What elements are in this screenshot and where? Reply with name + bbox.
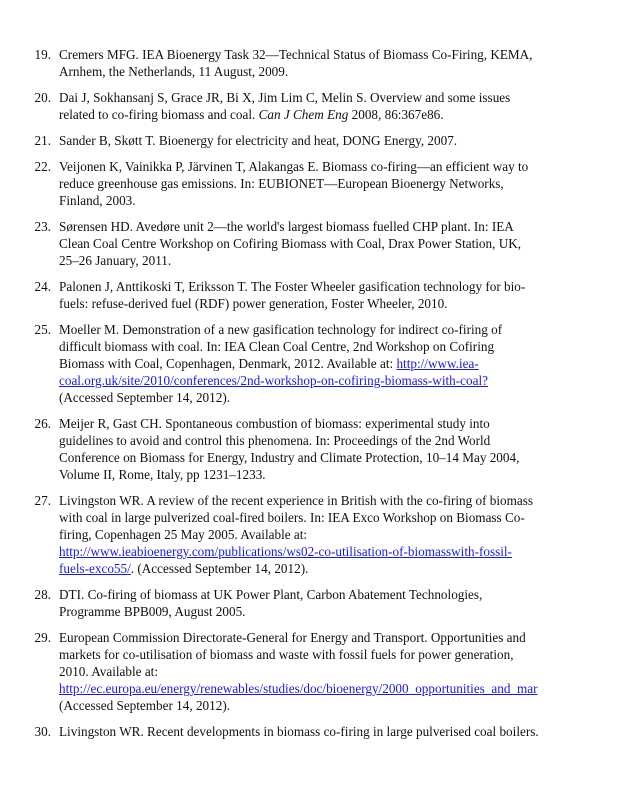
reference-accessed: . (Accessed September 14, 2012). (130, 561, 309, 576)
reference-accessed: (Accessed September 14, 2012). (59, 698, 231, 713)
reference-text: related to co-firing biomass and coal. (59, 107, 259, 122)
reference-text-line: Veijonen K, Vainikka P, Järvinen T, Alakangas E. Biomass co-firing—an efficient way to (59, 159, 529, 174)
reference-20 (0, 89, 617, 123)
reference-text-line: difficult biomass with coal. In: IEA Clean Coal Centre, 2nd Workshop on Cofiring (59, 339, 495, 354)
journal-title: Can J Chem Eng (258, 107, 349, 122)
reference-text-line (59, 106, 584, 123)
reference-text-line: Programme BPB009, August 2005. (59, 604, 246, 619)
reference-number: 27. (34, 493, 51, 508)
reference-number: 29. (34, 630, 51, 645)
reference-text-line: Dai J, Sokhansanj S, Grace JR, Bi X, Jim Lim C, Melin S. Overview and some issues (59, 90, 511, 105)
reference-text-line (59, 560, 584, 577)
reference-26 (0, 415, 617, 483)
reference-text-line: Palonen J, Anttikoski T, Eriksson T. The Foster Wheeler gasification technology for bio- (59, 279, 526, 294)
reference-link[interactable]: http://ec.europa.eu/energy/renewables/studies/doc/bioenergy/2000_opportunities_and_mar (59, 681, 538, 696)
reference-number: 21. (34, 133, 51, 148)
reference-number: 28. (34, 587, 51, 602)
reference-text-line: Livingston WR. A review of the recent experience in British with the co-firing of biomass (59, 493, 534, 508)
reference-text-line: Sørensen HD. Avedøre unit 2—the world's largest biomass fuelled CHP plant. In: IEA (59, 219, 514, 234)
reference-text: 2008, 86:367e86. (348, 107, 444, 122)
reference-21 (0, 132, 617, 149)
reference-link[interactable]: fuels-exco55/ (59, 561, 131, 576)
reference-text-line (59, 355, 584, 372)
reference-19 (0, 46, 617, 80)
reference-number: 24. (34, 279, 51, 294)
reference-number: 30. (34, 724, 51, 739)
reference-text-line: Cremers MFG. IEA Bioenergy Task 32—Technical Status of Biomass Co-Firing, KEMA, (59, 47, 533, 62)
reference-text-line (59, 680, 584, 697)
reference-text-line: Sander B, Skøtt T. Bioenergy for electricity and heat, DONG Energy, 2007. (59, 133, 458, 148)
reference-text-line: 2010. Available at: (59, 664, 159, 679)
reference-number: 26. (34, 416, 51, 431)
reference-25 (0, 321, 617, 406)
reference-text-line (59, 372, 584, 389)
reference-link[interactable]: coal.org.uk/site/2010/conferences/2nd-workshop-on-cofiring-biomass-with-coal? (59, 373, 488, 388)
reference-text-line: markets for co-utilisation of biomass and waste with fossil fuels for power generation, (59, 647, 514, 662)
reference-text-line: 25–26 January, 2011. (59, 253, 172, 268)
reference-text-line: DTI. Co-firing of biomass at UK Power Plant, Carbon Abatement Technologies, (59, 587, 483, 602)
reference-list (0, 46, 617, 749)
reference-text-line (59, 543, 584, 560)
reference-text-line: Clean Coal Centre Workshop on Cofiring Biomass with Coal, Drax Power Station, UK, (59, 236, 522, 251)
reference-text-line: Conference on Biomass for Energy, Industry and Climate Protection, 10–14 May 2004, (59, 450, 520, 465)
reference-number: 22. (34, 159, 51, 174)
reference-text-line: Meijer R, Gast CH. Spontaneous combustion of biomass: experimental study into (59, 416, 490, 431)
reference-text-line: Volume II, Rome, Italy, pp 1231–1233. (59, 467, 266, 482)
reference-text: Biomass with Coal, Copenhagen, Denmark, 2012. Available at: (59, 356, 397, 371)
reference-23 (0, 218, 617, 269)
reference-text-line: firing, Copenhagen 25 May 2005. Available at: (59, 527, 308, 542)
reference-text-line: Livingston WR. Recent developments in biomass co-firing in large pulverised coal boilers. (59, 724, 539, 739)
reference-accessed: (Accessed September 14, 2012). (59, 390, 231, 405)
reference-22 (0, 158, 617, 209)
reference-link[interactable]: http://www.iea- (396, 356, 479, 371)
reference-text-line: European Commission Directorate-General for Energy and Transport. Opportunities and (59, 630, 526, 645)
reference-text-line: with coal in large pulverized coal-fired boilers. In: IEA Exco Workshop on Biomass Co- (59, 510, 525, 525)
reference-text-line: fuels: refuse-derived fuel (RDF) power generation, Foster Wheeler, 2010. (59, 296, 448, 311)
reference-29 (0, 629, 617, 714)
reference-link[interactable]: http://www.ieabioenergy.com/publications/ws02-co-utilisation-of-biomasswith-fossil- (59, 544, 512, 559)
reference-text-line: Arnhem, the Netherlands, 11 August, 2009. (59, 64, 289, 79)
reference-number: 25. (34, 322, 51, 337)
reference-24 (0, 278, 617, 312)
reference-text-line: reduce greenhouse gas emissions. In: EUBIONET—European Bioenergy Networks, (59, 176, 504, 191)
reference-text-line: Moeller M. Demonstration of a new gasification technology for indirect co-firing of (59, 322, 503, 337)
reference-27 (0, 492, 617, 577)
reference-text-line: Finland, 2003. (59, 193, 136, 208)
reference-number: 20. (34, 90, 51, 105)
reference-30 (0, 723, 617, 740)
reference-28 (0, 586, 617, 620)
reference-text-line: guidelines to avoid and control this phenomena. In: Proceedings of the 2nd World (59, 433, 491, 448)
reference-number: 19. (34, 47, 51, 62)
reference-number: 23. (34, 219, 51, 234)
